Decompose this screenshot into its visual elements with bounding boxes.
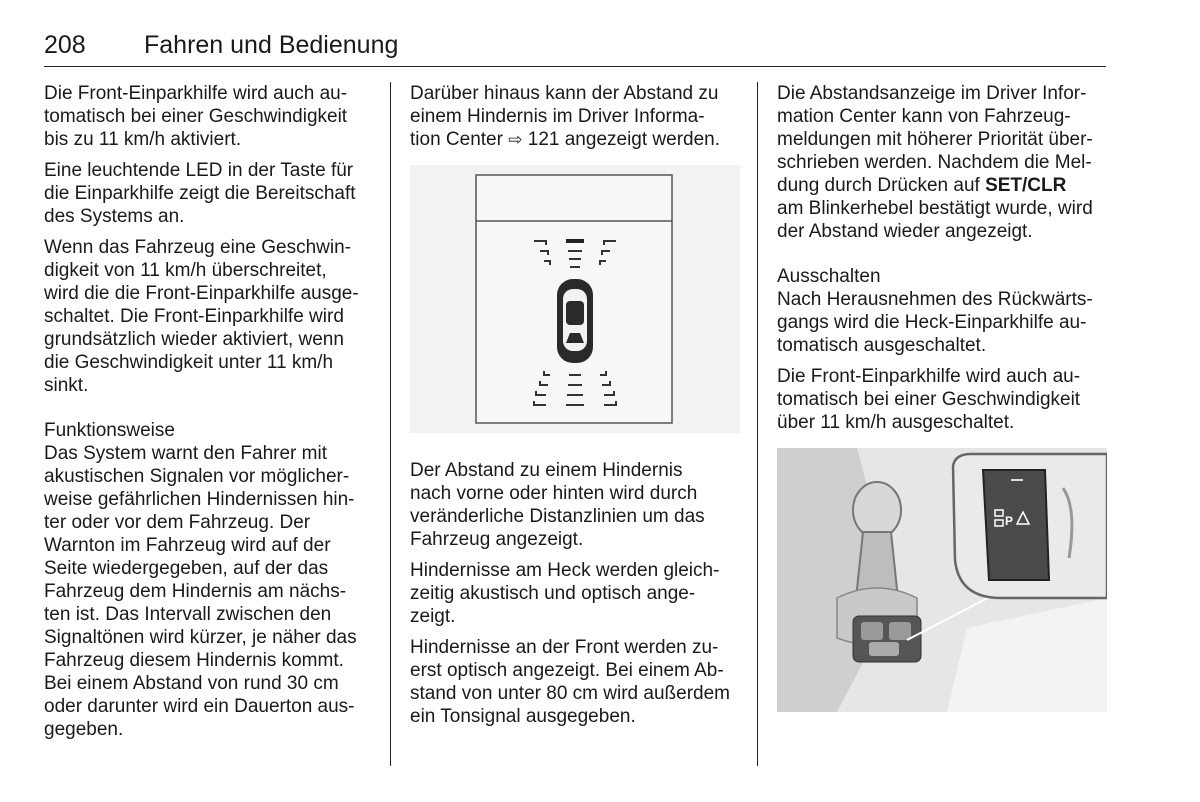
text-line: Das System warnt den Fahrer mit (44, 443, 327, 464)
text-line: ein Tonsignal ausgegeben. (410, 706, 636, 727)
text-line: Hindernisse am Heck werden gleich- (410, 560, 720, 581)
text-line: Fahrzeug dem Hindernis am nächs- (44, 581, 347, 602)
text-line: gangs wird die Heck-Einparkhilfe au- (777, 312, 1087, 333)
text-line: veränderliche Distanzlinien um das (410, 506, 705, 527)
svg-text:P: P (1005, 514, 1014, 528)
paragraph (410, 559, 740, 628)
text-line: die Geschwindigkeit unter 11 km/h (44, 352, 334, 373)
text-line: Darüber hinaus kann der Abstand zu (410, 83, 719, 104)
column-1 (44, 82, 374, 749)
text-line: sinkt. (44, 375, 89, 396)
column-2 (410, 82, 740, 736)
text-line: nach vorne oder hinten wird durch (410, 483, 698, 504)
paragraph (410, 459, 740, 551)
text-line: Fahrzeug diesem Hindernis kommt. (44, 650, 344, 671)
text-line: am Blinkerhebel bestätigt wurde, wird (777, 198, 1093, 219)
text-line (410, 128, 740, 151)
text-line: Die Front-Einparkhilfe wird auch au- (44, 83, 348, 104)
text-line: Der Abstand zu einem Hindernis (410, 460, 683, 481)
text-line: Die Abstandsanzeige im Driver Infor- (777, 83, 1087, 104)
callout-magnified-button (953, 454, 1107, 598)
text-line (777, 174, 1107, 197)
text-line: Eine leuchtende LED in der Taste für (44, 160, 354, 181)
text-line: oder darunter wird ein Dauerton aus- (44, 696, 355, 717)
page-number: 208 (44, 31, 86, 59)
paragraph (777, 288, 1107, 357)
text-line: schrieben werden. Nachdem die Mel- (777, 152, 1092, 173)
text-line: tomatisch bei einer Geschwindigkeit (44, 106, 348, 127)
header-rule (44, 66, 1106, 67)
text-line: meldungen mit höherer Priorität über- (777, 129, 1093, 150)
text-line: Bei einem Abstand von rund 30 cm (44, 673, 339, 694)
text-fragment: 121 angezeigt werden. (522, 129, 721, 150)
paragraph (44, 442, 374, 741)
text-line: Fahrzeug angezeigt. (410, 529, 584, 550)
column-3 (777, 82, 1107, 712)
display-graphic (410, 165, 740, 433)
text-line: ter oder vor dem Fahrzeug. Der (44, 512, 311, 533)
column-divider-2 (757, 82, 758, 766)
column-divider-1 (390, 82, 391, 766)
paragraph (777, 82, 1107, 243)
text-line: bis zu 11 km/h aktiviert. (44, 129, 242, 150)
text-line: über 11 km/h ausgeschaltet. (777, 412, 1015, 433)
text-line: des Systems an. (44, 206, 185, 227)
text-line: Signaltönen wird kürzer, je näher das (44, 627, 357, 648)
text-line: erst optisch angezeigt. Bei einem Ab- (410, 660, 724, 681)
text-line: Warnton im Fahrzeug wird auf der (44, 535, 331, 556)
text-line: Wenn das Fahrzeug eine Geschwin- (44, 237, 351, 258)
paragraph (44, 82, 374, 151)
text-line: einem Hindernis im Driver Informa- (410, 106, 705, 127)
text-line: die Einparkhilfe zeigt die Bereitschaft (44, 183, 356, 204)
park-assist-display-illustration (410, 165, 740, 433)
text-line: gegeben. (44, 719, 124, 740)
text-line: zeigt. (410, 606, 456, 627)
text-line: Hindernisse an der Front werden zu- (410, 637, 719, 658)
text-line: schaltet. Die Front-Einparkhilfe wird (44, 306, 344, 327)
console-graphic (777, 448, 1107, 712)
text-line: tomatisch bei einer Geschwindigkeit (777, 389, 1081, 410)
text-line: wird die die Front-Einparkhilfe ausge- (44, 283, 359, 304)
section-heading-ausschalten: Ausschalten (777, 266, 881, 287)
text-fragment: dung durch Drücken auf (777, 175, 986, 196)
text-line: Seite wiedergegeben, auf der das (44, 558, 329, 579)
text-line: mation Center kann von Fahrzeug- (777, 106, 1071, 127)
text-line: zeitig akustisch und optisch ange- (410, 583, 696, 604)
paragraph (44, 236, 374, 397)
button-name-set-clr: SET/CLR (985, 175, 1067, 196)
paragraph (410, 636, 740, 728)
section-heading-funktionsweise: Funktionsweise (44, 420, 175, 441)
reference-arrow-icon: ⇨ (508, 130, 523, 149)
text-line: stand von unter 80 cm wird außerdem (410, 683, 730, 704)
text-line: Die Front-Einparkhilfe wird auch au- (777, 366, 1081, 387)
text-line: digkeit von 11 km/h überschreitet, (44, 260, 327, 281)
car-top-view-icon (557, 279, 593, 363)
text-line: der Abstand wieder angezeigt. (777, 221, 1033, 242)
paragraph (410, 82, 740, 151)
text-line: weise gefährlichen Hindernissen hin- (44, 489, 355, 510)
text-line: akustischen Signalen vor möglicher- (44, 466, 350, 487)
text-fragment: tion Center (410, 129, 509, 150)
text-line: ten ist. Das Intervall zwischen den (44, 604, 332, 625)
page-title: Fahren und Bedienung (144, 31, 399, 59)
paragraph (44, 159, 374, 228)
text-line: tomatisch ausgeschaltet. (777, 335, 987, 356)
center-console-photo (777, 448, 1107, 712)
text-line: Nach Herausnehmen des Rückwärts- (777, 289, 1093, 310)
text-line: grundsätzlich wieder aktiviert, wenn (44, 329, 344, 350)
paragraph (777, 365, 1107, 434)
